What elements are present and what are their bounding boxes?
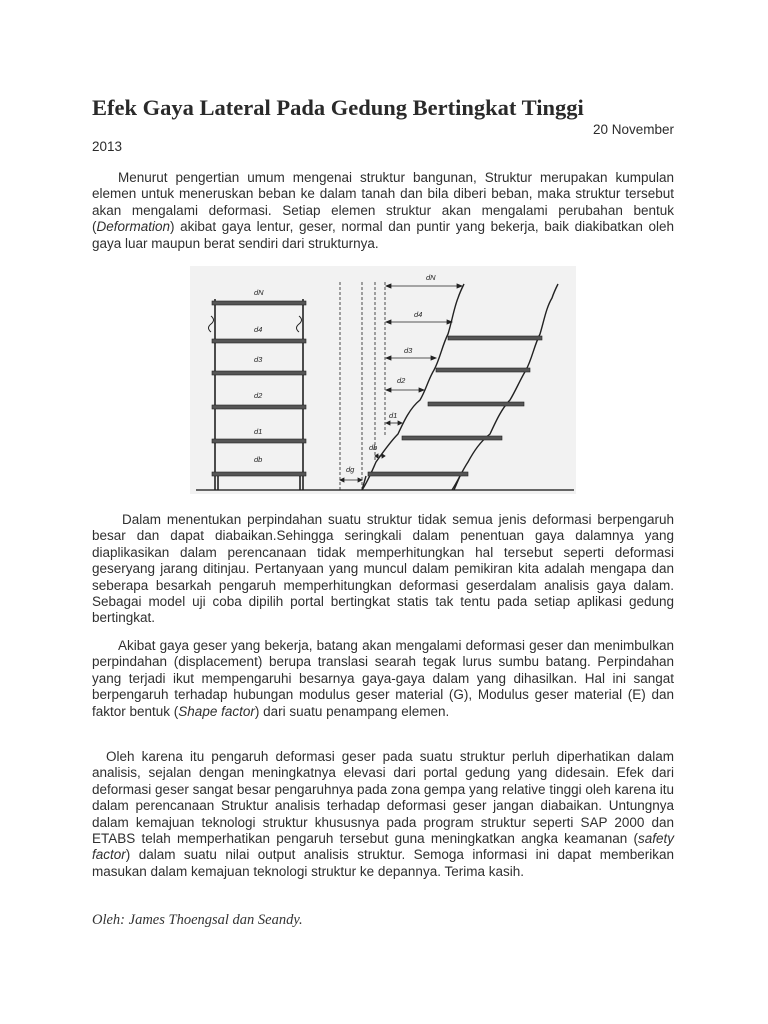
paragraph-3: Akibat gaya geser yang bekerja, batang akan mengalami deformasi geser dan menimbulkan perpindahan (displacement) berupa translasi searah tegak lurus sumbu batang. Perpindahan yang terjadi ikut mempengaruhi besarnya gaya-gaya dalam yang dihasilkan. Hal ini sangat berpengaruh terhadap hubungan modulus geser material (G), Modulus geser material (E) dan faktor bentuk (Shape factor) dari suatu penampang elemen. (92, 638, 674, 719)
signature: Oleh: James Thoengsal dan Seandy. (92, 912, 303, 928)
right-label-db: db (369, 443, 378, 452)
left-label-d2: d2 (254, 391, 263, 400)
right-label-d1: d1 (389, 411, 398, 420)
right-label-d2: d2 (397, 376, 406, 385)
date-year: 2013 (92, 139, 123, 154)
document-title: Efek Gaya Lateral Pada Gedung Bertingkat Tinggi (92, 95, 584, 120)
left-label-dN: dN (254, 288, 264, 297)
left-label-d1: d1 (254, 427, 263, 436)
left-label-d3: d3 (254, 355, 263, 364)
left-label-db: db (254, 455, 263, 464)
right-label-d4: d4 (414, 310, 423, 319)
paragraph-2: Dalam menentukan perpindahan suatu struktur tidak semua jenis deformasi berpengaruh besar dan dapat diabaikan.Sehingga seringkali dalam penentuan gaya dalamnya yang diaplikasikan dalam perencanaan tidak memperhitungkan hal tersebut seperti deformasi geseryang jarang ditinjau. Pertanyaan yang muncul dalam pemikiran kita adalah mengapa dan seberapa besarkah pengaruh memperhitungkan deformasi geserdalam analisis gaya dalam. Sebagai model uji coba dipilih portal bertingkat statis tak tentu pada setiap aplikasi gedung bertingkat. (92, 512, 674, 626)
date-day-month: 20 November (592, 122, 674, 137)
paragraph-1: Menurut pengertian umum mengenai struktur bangunan, Struktur merupakan kumpulan elemen untuk meneruskan beban ke dalam tanah dan bila diberi beban, maka struktur tersebut akan mengalami deformasi. Setiap elemen struktur akan mengalami perubahan bentuk (Deformation) akibat gaya lentur, geser, normal dan puntir yang bekerja, baik diakibatkan oleh gaya luar maupun berat sendiri dari strukturnya. (92, 170, 674, 251)
left-label-d4: d4 (254, 325, 263, 334)
building-deformation-figure (190, 266, 576, 494)
right-label-d3: d3 (404, 346, 413, 355)
right-label-dN: dN (426, 273, 436, 282)
paragraph-4: Oleh karena itu pengaruh deformasi geser pada suatu struktur perluh diperhatikan dalam analisis, sejalan dengan meningkatnya elevasi dari portal gedung yang didesain. Efek dari deformasi geser sangat besar pengaruhnya pada zona gempa yang relative tinggi oleh karena itu dalam perencanaan Struktur analisis terhadap deformasi geser jangan diabaikan. Untungnya dalam kemajuan teknologi struktur khususnya pada program struktur seperti SAP 2000 dan ETABS telah memperhatikan pengaruh tersebut guna meningkatkan angka keamanan (safety factor) dalam suatu nilai output analisis struktur. Semoga informasi ini dapat memberikan masukan dalam kemajuan teknologi struktur ke depannya. Terima kasih. (92, 749, 674, 879)
right-label-dg: dg (346, 465, 355, 474)
